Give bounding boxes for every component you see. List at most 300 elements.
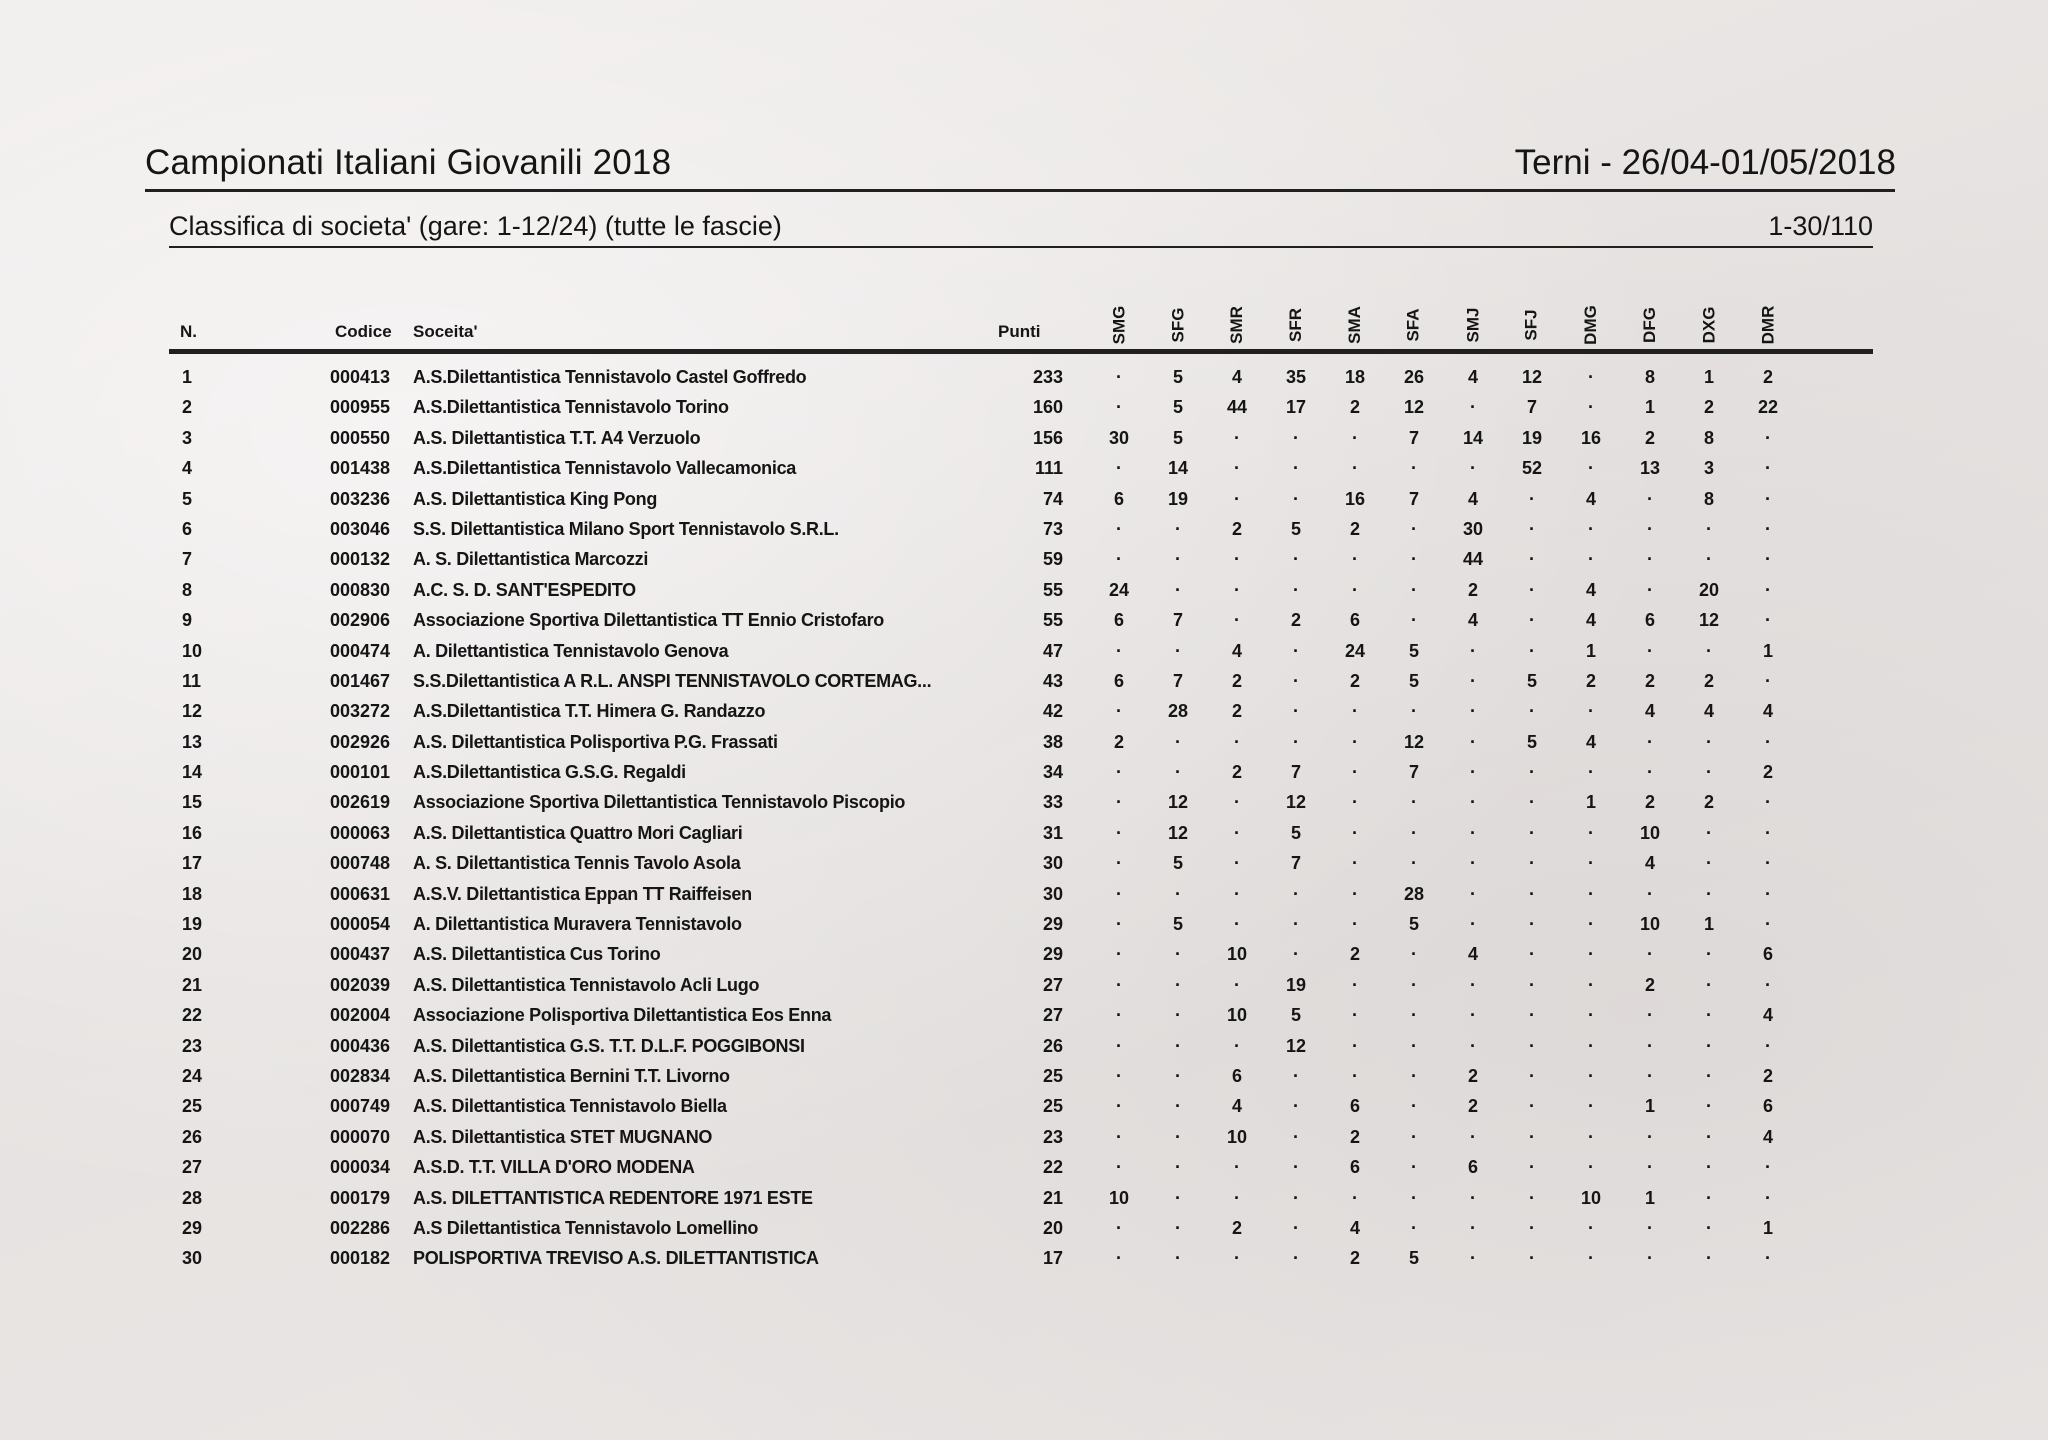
score-cell-dfg: · bbox=[1647, 1217, 1653, 1238]
score-cell-smg: · bbox=[1116, 1065, 1122, 1086]
score-cell-sfj: · bbox=[1529, 1005, 1535, 1026]
points-cell: 55 bbox=[1042, 579, 1063, 600]
score-cell-smj: · bbox=[1470, 397, 1476, 418]
score-cell-dxg: · bbox=[1706, 1187, 1712, 1208]
score-cell-dmg: 4 bbox=[1585, 731, 1596, 752]
score-cell-smg: · bbox=[1116, 1157, 1122, 1178]
score-cell-sfj: 5 bbox=[1526, 731, 1537, 752]
col-header-sfg: SFG bbox=[1168, 307, 1188, 343]
code-cell: 000830 bbox=[330, 579, 391, 600]
score-cell-smr: · bbox=[1234, 458, 1240, 479]
score-cell-smj: · bbox=[1470, 822, 1476, 843]
score-cell-sfr: · bbox=[1293, 1187, 1299, 1208]
score-cell-dmr: · bbox=[1765, 1248, 1771, 1269]
points-cell: 25 bbox=[1042, 1065, 1063, 1086]
score-cell-sfa: · bbox=[1411, 1005, 1417, 1026]
score-cell-smr: 6 bbox=[1231, 1065, 1242, 1086]
score-cell-sma: · bbox=[1352, 762, 1358, 783]
society-cell: Associazione Polisportiva Dilettantistica Eos Enna bbox=[413, 1005, 832, 1026]
score-cell-smg: 24 bbox=[1108, 579, 1130, 600]
score-cell-dfg: · bbox=[1647, 731, 1653, 752]
score-cell-sfj: · bbox=[1529, 701, 1535, 722]
score-cell-dfg: 10 bbox=[1639, 914, 1661, 935]
score-cell-sfr: 5 bbox=[1290, 822, 1301, 843]
score-cell-dxg: · bbox=[1706, 1005, 1712, 1026]
score-cell-sma: 2 bbox=[1349, 944, 1360, 965]
score-cell-sma: 2 bbox=[1349, 670, 1360, 691]
score-cell-smg: · bbox=[1116, 822, 1122, 843]
score-cell-sma: · bbox=[1352, 1035, 1358, 1056]
score-cell-sma: · bbox=[1352, 974, 1358, 995]
score-cell-dmr: · bbox=[1765, 1187, 1771, 1208]
table-row bbox=[0, 1154, 2048, 1184]
score-cell-sfa: · bbox=[1411, 458, 1417, 479]
score-cell-smg: · bbox=[1116, 397, 1122, 418]
score-cell-sfr: 5 bbox=[1290, 1005, 1301, 1026]
score-cell-dmg: · bbox=[1588, 822, 1594, 843]
score-cell-smj: · bbox=[1470, 640, 1476, 661]
score-cell-smj: 2 bbox=[1467, 579, 1478, 600]
table-row bbox=[0, 516, 2048, 546]
points-cell: 30 bbox=[1042, 883, 1063, 904]
score-cell-dxg: · bbox=[1706, 944, 1712, 965]
score-cell-dmr: · bbox=[1765, 853, 1771, 874]
score-cell-dmg: · bbox=[1588, 914, 1594, 935]
society-cell: A.S. Dilettantistica Polisportiva P.G. Frassati bbox=[413, 731, 778, 752]
score-cell-dfg: 2 bbox=[1644, 792, 1655, 813]
score-cell-sfj: · bbox=[1529, 1248, 1535, 1269]
table-row bbox=[0, 425, 2048, 455]
code-cell: 003272 bbox=[330, 701, 391, 722]
points-cell: 27 bbox=[1042, 974, 1063, 995]
score-cell-dfg: 8 bbox=[1644, 367, 1655, 387]
score-cell-sma: 16 bbox=[1344, 488, 1366, 509]
score-cell-sfr: 19 bbox=[1285, 974, 1307, 995]
code-cell: 002926 bbox=[330, 731, 391, 752]
score-cell-dxg: · bbox=[1706, 1126, 1712, 1147]
score-cell-sma: 6 bbox=[1349, 1096, 1360, 1117]
score-cell-smg: · bbox=[1116, 914, 1122, 935]
score-cell-smg: · bbox=[1116, 518, 1122, 539]
page-range: 1-30/110 bbox=[1768, 211, 1873, 241]
score-cell-sfj: · bbox=[1529, 853, 1535, 874]
col-header-dmr: DMR bbox=[1758, 305, 1777, 345]
score-cell-dxg: 8 bbox=[1703, 427, 1714, 448]
score-cell-sfr: · bbox=[1293, 1157, 1299, 1178]
score-cell-sfr: · bbox=[1293, 914, 1299, 935]
score-cell-sfg: · bbox=[1175, 731, 1181, 752]
score-cell-sfg: 5 bbox=[1172, 853, 1183, 874]
society-cell: A.C. S. D. SANT'ESPEDITO bbox=[413, 579, 636, 600]
score-cell-smr: 2 bbox=[1231, 670, 1242, 691]
score-cell-sfg: 5 bbox=[1172, 397, 1183, 418]
score-cell-dmg: · bbox=[1588, 1248, 1594, 1269]
society-cell: A.S. Dilettantistica G.S. T.T. D.L.F. POGGIBONSI bbox=[413, 1035, 805, 1056]
score-cell-sfa: 7 bbox=[1408, 488, 1419, 509]
score-cell-sma: 18 bbox=[1344, 367, 1366, 387]
points-cell: 27 bbox=[1042, 1005, 1063, 1026]
points-cell: 33 bbox=[1042, 792, 1063, 813]
society-cell: A.S.Dilettantistica Tennistavolo Vallecamonica bbox=[413, 458, 796, 479]
score-cell-sfa: 5 bbox=[1408, 640, 1419, 661]
table-row bbox=[0, 972, 2048, 1002]
rank-cell: 28 bbox=[182, 1187, 203, 1208]
code-cell: 000101 bbox=[330, 762, 391, 783]
rank-cell: 23 bbox=[182, 1035, 203, 1056]
society-cell: A.S. Dilettantistica STET MUGNANO bbox=[413, 1126, 713, 1147]
score-cell-sfa: · bbox=[1411, 1096, 1417, 1117]
rank-cell: 5 bbox=[182, 488, 193, 509]
score-cell-smj: · bbox=[1470, 974, 1476, 995]
score-cell-smg: · bbox=[1116, 458, 1122, 479]
table-row bbox=[0, 1124, 2048, 1154]
society-cell: A.S.Dilettantistica T.T. Himera G. Randazzo bbox=[413, 701, 766, 722]
score-cell-sfj: · bbox=[1529, 518, 1535, 539]
standings-table bbox=[0, 364, 2048, 1276]
score-cell-dfg: 2 bbox=[1644, 670, 1655, 691]
table-row bbox=[0, 941, 2048, 971]
score-cell-smg: · bbox=[1116, 974, 1122, 995]
score-cell-sfa: · bbox=[1411, 610, 1417, 631]
score-cell-sfg: 28 bbox=[1167, 701, 1189, 722]
score-cell-dxg: 4 bbox=[1703, 701, 1714, 722]
score-cell-dfg: · bbox=[1647, 1248, 1653, 1269]
score-cell-smj: · bbox=[1470, 458, 1476, 479]
score-cell-sma: · bbox=[1352, 701, 1358, 722]
rank-cell: 19 bbox=[182, 914, 203, 935]
code-cell: 002004 bbox=[330, 1005, 391, 1026]
col-header-smj: SMJ bbox=[1463, 307, 1482, 343]
score-cell-dmr: 2 bbox=[1762, 762, 1773, 783]
score-cell-sfj: · bbox=[1529, 762, 1535, 783]
score-cell-smj: 30 bbox=[1462, 518, 1484, 539]
score-cell-sfg: · bbox=[1175, 1096, 1181, 1117]
score-cell-dmr: · bbox=[1765, 1035, 1771, 1056]
score-cell-sma: 6 bbox=[1349, 610, 1360, 631]
score-cell-sfg: · bbox=[1175, 762, 1181, 783]
score-cell-sfr: 17 bbox=[1285, 397, 1307, 418]
score-cell-dfg: · bbox=[1647, 488, 1653, 509]
points-cell: 55 bbox=[1042, 610, 1063, 631]
code-cell: 000054 bbox=[330, 914, 391, 935]
rank-cell: 13 bbox=[182, 731, 203, 752]
col-header-society: Soceita' bbox=[413, 322, 478, 341]
score-cell-sfg: 12 bbox=[1167, 822, 1189, 843]
score-cell-sfa: · bbox=[1411, 1035, 1417, 1056]
score-cell-smg: · bbox=[1116, 1217, 1122, 1238]
score-cell-sfj: · bbox=[1529, 488, 1535, 509]
society-cell: Associazione Sportiva Dilettantistica Tennistavolo Piscopio bbox=[413, 792, 906, 813]
score-cell-smr: · bbox=[1234, 1187, 1240, 1208]
table-row bbox=[0, 1185, 2048, 1215]
points-cell: 21 bbox=[1042, 1187, 1063, 1208]
score-cell-dmr: 6 bbox=[1762, 944, 1773, 965]
score-cell-sfr: · bbox=[1293, 549, 1299, 570]
score-cell-sma: 2 bbox=[1349, 397, 1360, 418]
points-cell: 20 bbox=[1042, 1217, 1063, 1238]
score-cell-sfj: · bbox=[1529, 974, 1535, 995]
score-cell-sma: 2 bbox=[1349, 1248, 1360, 1269]
score-cell-sfj: · bbox=[1529, 792, 1535, 813]
score-cell-dmr: · bbox=[1765, 670, 1771, 691]
table-header-divider bbox=[169, 349, 1873, 354]
score-cell-sfr: · bbox=[1293, 640, 1299, 661]
score-cell-sfa: · bbox=[1411, 1157, 1417, 1178]
points-cell: 233 bbox=[1032, 367, 1063, 387]
score-cell-sfr: 7 bbox=[1290, 853, 1301, 874]
score-cell-dxg: 12 bbox=[1698, 610, 1720, 631]
score-cell-smr: 10 bbox=[1226, 1126, 1248, 1147]
points-cell: 74 bbox=[1042, 488, 1063, 509]
score-cell-sfg: · bbox=[1175, 1126, 1181, 1147]
score-cell-dmr: · bbox=[1765, 549, 1771, 570]
score-cell-dfg: 6 bbox=[1644, 610, 1655, 631]
score-cell-dxg: · bbox=[1706, 822, 1712, 843]
score-cell-sfa: 12 bbox=[1403, 397, 1425, 418]
score-cell-sfa: · bbox=[1411, 549, 1417, 570]
score-cell-smr: · bbox=[1234, 1248, 1240, 1269]
rank-cell: 14 bbox=[182, 762, 203, 783]
score-cell-sfg: 12 bbox=[1167, 792, 1189, 813]
table-row bbox=[0, 1093, 2048, 1123]
society-cell: A.S.Dilettantistica Tennistavolo Torino bbox=[413, 397, 729, 418]
score-cell-smg: 6 bbox=[1113, 610, 1124, 631]
code-cell: 000413 bbox=[330, 367, 391, 387]
score-cell-smr: · bbox=[1234, 579, 1240, 600]
score-cell-dmg: 10 bbox=[1580, 1187, 1602, 1208]
table-row bbox=[0, 1245, 2048, 1275]
score-cell-dfg: 4 bbox=[1644, 701, 1655, 722]
score-cell-dmr: · bbox=[1765, 579, 1771, 600]
score-cell-dxg: 2 bbox=[1703, 397, 1714, 418]
score-cell-dmr: · bbox=[1765, 914, 1771, 935]
score-cell-dmg: · bbox=[1588, 701, 1594, 722]
score-cell-smg: 6 bbox=[1113, 670, 1124, 691]
points-cell: 43 bbox=[1042, 670, 1063, 691]
society-cell: A.S. Dilettantistica Tennistavolo Acli Lugo bbox=[413, 974, 760, 995]
score-cell-sfj: 12 bbox=[1521, 367, 1543, 387]
score-cell-smj: · bbox=[1470, 762, 1476, 783]
score-cell-sfa: · bbox=[1411, 1065, 1417, 1086]
score-cell-smj: 4 bbox=[1467, 367, 1478, 387]
score-cell-smj: · bbox=[1470, 1248, 1476, 1269]
code-cell: 001467 bbox=[330, 670, 391, 691]
score-cell-dmr: · bbox=[1765, 610, 1771, 631]
table-row bbox=[0, 1033, 2048, 1063]
header-divider bbox=[145, 189, 1895, 192]
score-cell-dfg: · bbox=[1647, 944, 1653, 965]
score-cell-dmg: · bbox=[1588, 944, 1594, 965]
rank-cell: 25 bbox=[182, 1096, 203, 1117]
score-cell-dxg: · bbox=[1706, 640, 1712, 661]
points-cell: 73 bbox=[1042, 518, 1063, 539]
score-cell-smj: 4 bbox=[1467, 488, 1478, 509]
society-cell: A. S. Dilettantistica Marcozzi bbox=[413, 549, 649, 570]
col-header-code: Codice bbox=[335, 322, 392, 341]
score-cell-smg: · bbox=[1116, 853, 1122, 874]
rank-cell: 16 bbox=[182, 822, 203, 843]
score-cell-sma: · bbox=[1352, 1005, 1358, 1026]
score-cell-dmg: · bbox=[1588, 367, 1594, 387]
score-cell-dfg: · bbox=[1647, 579, 1653, 600]
rank-cell: 30 bbox=[182, 1248, 203, 1269]
score-cell-sfg: 19 bbox=[1167, 488, 1189, 509]
rank-cell: 4 bbox=[182, 458, 193, 479]
score-cell-smg: · bbox=[1116, 701, 1122, 722]
code-cell: 000474 bbox=[330, 640, 391, 661]
rank-cell: 21 bbox=[182, 974, 203, 995]
score-cell-dxg: · bbox=[1706, 1035, 1712, 1056]
score-cell-sma: · bbox=[1352, 549, 1358, 570]
society-cell: Associazione Sportiva Dilettantistica TT Ennio Cristofaro bbox=[413, 610, 884, 631]
score-cell-sfj: 19 bbox=[1521, 427, 1543, 448]
score-cell-sfa: · bbox=[1411, 579, 1417, 600]
score-cell-dmr: · bbox=[1765, 883, 1771, 904]
score-cell-sfg: 5 bbox=[1172, 367, 1183, 387]
score-cell-smr: · bbox=[1234, 822, 1240, 843]
score-cell-smr: · bbox=[1234, 853, 1240, 874]
table-row bbox=[0, 394, 2048, 424]
score-cell-sfr: 12 bbox=[1285, 792, 1307, 813]
society-cell: A.S. Dilettantistica Quattro Mori Cagliari bbox=[413, 822, 743, 843]
society-cell: A.S. Dilettantistica Tennistavolo Biella bbox=[413, 1096, 727, 1117]
score-cell-smg: · bbox=[1116, 1248, 1122, 1269]
code-cell: 000034 bbox=[330, 1157, 391, 1178]
score-cell-smr: · bbox=[1234, 427, 1240, 448]
score-cell-smg: · bbox=[1116, 367, 1122, 387]
table-row bbox=[0, 820, 2048, 850]
score-cell-smr: 10 bbox=[1226, 1005, 1248, 1026]
score-cell-sfr: · bbox=[1293, 488, 1299, 509]
score-cell-sfj: · bbox=[1529, 1126, 1535, 1147]
score-cell-smg: · bbox=[1116, 762, 1122, 783]
rank-cell: 9 bbox=[182, 610, 193, 631]
score-cell-sfj: · bbox=[1529, 1065, 1535, 1086]
subtitle-divider bbox=[169, 246, 1873, 248]
score-cell-smg: · bbox=[1116, 549, 1122, 570]
score-cell-smr: · bbox=[1234, 549, 1240, 570]
score-cell-smj: · bbox=[1470, 1035, 1476, 1056]
rank-cell: 22 bbox=[182, 1005, 203, 1026]
score-cell-dfg: 4 bbox=[1644, 853, 1655, 874]
score-cell-sfr: · bbox=[1293, 1217, 1299, 1238]
score-cell-dmg: 4 bbox=[1585, 488, 1596, 509]
score-cell-smg: 2 bbox=[1113, 731, 1124, 752]
score-cell-dmg: · bbox=[1588, 1065, 1594, 1086]
score-cell-sfr: · bbox=[1293, 701, 1299, 722]
score-cell-sma: 2 bbox=[1349, 518, 1360, 539]
score-cell-dmg: · bbox=[1588, 458, 1594, 479]
col-header-sfr: SFR bbox=[1286, 308, 1305, 342]
points-cell: 29 bbox=[1042, 944, 1063, 965]
score-cell-smj: · bbox=[1470, 701, 1476, 722]
score-cell-smg: · bbox=[1116, 1126, 1122, 1147]
score-cell-smj: · bbox=[1470, 883, 1476, 904]
score-cell-sfr: · bbox=[1293, 944, 1299, 965]
score-cell-sfr: · bbox=[1293, 1096, 1299, 1117]
score-cell-sfg: 7 bbox=[1172, 670, 1183, 691]
score-cell-sma: 24 bbox=[1344, 640, 1366, 661]
society-cell: A.S. DILETTANTISTICA REDENTORE 1971 ESTE bbox=[413, 1187, 813, 1208]
score-cell-dmg: 4 bbox=[1585, 610, 1596, 631]
score-cell-sfa: 26 bbox=[1403, 367, 1425, 387]
score-cell-sfr: · bbox=[1293, 1248, 1299, 1269]
score-cell-sfa: 28 bbox=[1403, 883, 1425, 904]
score-cell-smj: 4 bbox=[1467, 610, 1478, 631]
score-cell-smr: · bbox=[1234, 914, 1240, 935]
score-cell-smg: · bbox=[1116, 1005, 1122, 1026]
society-cell: A.S. Dilettantistica Cus Torino bbox=[413, 944, 661, 965]
score-cell-dfg: · bbox=[1647, 640, 1653, 661]
event-place-date: Terni - 26/04-01/05/2018 bbox=[1514, 143, 1896, 182]
society-cell: A.S. Dilettantistica T.T. A4 Verzuolo bbox=[413, 427, 701, 448]
score-cell-dxg: · bbox=[1706, 762, 1712, 783]
table-row bbox=[0, 911, 2048, 941]
score-cell-dfg: 1 bbox=[1644, 1187, 1655, 1208]
score-cell-dfg: · bbox=[1647, 1005, 1653, 1026]
code-cell: 000070 bbox=[330, 1126, 391, 1147]
score-cell-smr: 4 bbox=[1231, 640, 1242, 661]
table-row bbox=[0, 1063, 2048, 1093]
score-cell-sma: 2 bbox=[1349, 1126, 1360, 1147]
score-cell-dxg: 1 bbox=[1703, 914, 1714, 935]
score-cell-smg: · bbox=[1116, 792, 1122, 813]
score-cell-sfa: 7 bbox=[1408, 762, 1419, 783]
score-cell-sfr: 2 bbox=[1290, 610, 1301, 631]
rank-cell: 27 bbox=[182, 1157, 203, 1178]
table-row bbox=[0, 607, 2048, 637]
score-cell-dxg: 1 bbox=[1703, 367, 1714, 387]
points-cell: 38 bbox=[1042, 731, 1063, 752]
score-cell-dfg: 10 bbox=[1639, 822, 1661, 843]
score-cell-sfj: · bbox=[1529, 640, 1535, 661]
score-cell-sma: 4 bbox=[1349, 1217, 1360, 1238]
score-cell-dmg: 16 bbox=[1580, 427, 1602, 448]
score-cell-smj: 4 bbox=[1467, 944, 1478, 965]
col-header-sfa: SFA bbox=[1404, 308, 1423, 342]
table-row bbox=[0, 455, 2048, 485]
code-cell: 000132 bbox=[330, 549, 391, 570]
score-cell-smr: · bbox=[1234, 610, 1240, 631]
table-row bbox=[0, 759, 2048, 789]
rank-cell: 26 bbox=[182, 1126, 203, 1147]
table-row bbox=[0, 577, 2048, 607]
rank-cell: 8 bbox=[182, 579, 193, 600]
score-cell-smg: · bbox=[1116, 1035, 1122, 1056]
score-cell-sfg: · bbox=[1175, 640, 1181, 661]
score-cell-dmr: · bbox=[1765, 792, 1771, 813]
score-cell-dmr: · bbox=[1765, 488, 1771, 509]
col-header-smg: SMG bbox=[1109, 305, 1129, 345]
score-cell-sma: · bbox=[1352, 914, 1358, 935]
score-cell-smr: · bbox=[1234, 792, 1240, 813]
score-cell-dfg: 1 bbox=[1644, 1096, 1655, 1117]
table-row bbox=[0, 1215, 2048, 1245]
score-cell-smg: · bbox=[1116, 1096, 1122, 1117]
score-cell-sfj: · bbox=[1529, 579, 1535, 600]
score-cell-dxg: · bbox=[1706, 1096, 1712, 1117]
code-cell: 002834 bbox=[330, 1065, 391, 1086]
score-cell-smj: · bbox=[1470, 670, 1476, 691]
rank-cell: 12 bbox=[182, 701, 203, 722]
score-cell-smr: 2 bbox=[1231, 701, 1242, 722]
score-cell-sfg: · bbox=[1175, 1248, 1181, 1269]
score-cell-smr: · bbox=[1234, 731, 1240, 752]
society-cell: A.S Dilettantistica Tennistavolo Lomellino bbox=[413, 1217, 759, 1238]
score-cell-sfa: · bbox=[1411, 822, 1417, 843]
score-cell-dmg: 1 bbox=[1585, 792, 1596, 813]
score-cell-dxg: · bbox=[1706, 853, 1712, 874]
